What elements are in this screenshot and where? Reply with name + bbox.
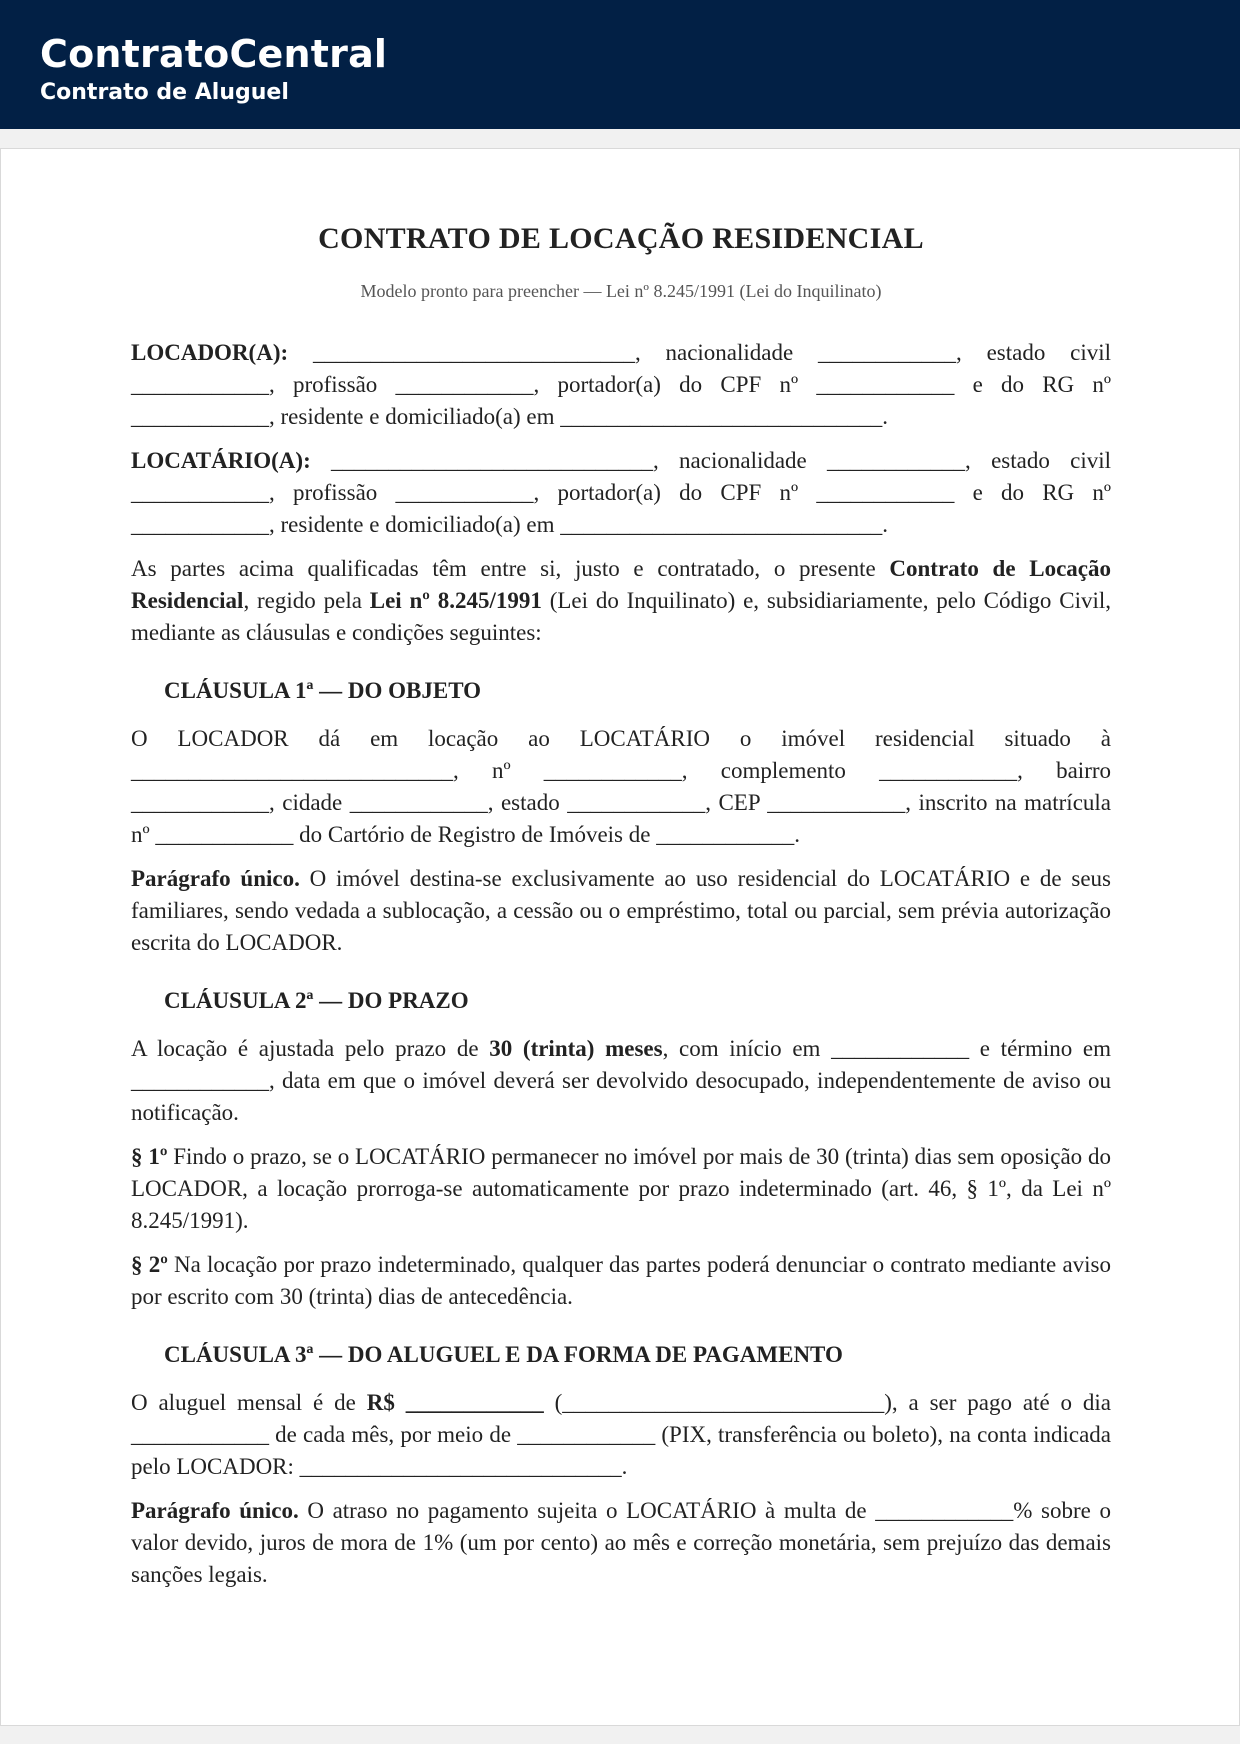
text-fragment: ( xyxy=(543,1390,563,1415)
locatario-name-blank[interactable]: ____________________________ xyxy=(331,448,654,473)
clause-1-paragraph-unico xyxy=(131,863,1111,959)
text-fragment: O imóvel destina-se exclusivamente ao uso residencial do LOCATÁRIO e de seus familiares, sendo vedada a sublocação, a cessão ou o empréstimo, total ou parcial, sem prévia autorização escrita do LOCADOR. xyxy=(131,866,1112,955)
text-fragment: , estado civil xyxy=(965,448,1111,473)
section-label: § 1º xyxy=(131,1144,168,1169)
header-subtitle: Contrato de Aluguel xyxy=(40,80,289,105)
clause-3-heading: CLÁUSULA 3ª — DO ALUGUEL E DA FORMA DE PAGAMENTO xyxy=(164,1342,843,1367)
text-fragment: de cada mês, por meio de xyxy=(269,1422,518,1447)
locatario-nationality-blank[interactable]: ____________ xyxy=(827,448,966,473)
start-date-blank[interactable]: ____________ xyxy=(831,1036,970,1061)
text-fragment: , estado xyxy=(487,790,568,815)
payment-day-blank[interactable]: ____________ xyxy=(131,1422,269,1447)
text-fragment: . xyxy=(621,1454,628,1479)
document-lead: Modelo pronto para preencher — Lei nº 8.245/1991 (Lei do Inquilinato) xyxy=(360,281,882,301)
property-city-blank[interactable]: ____________ xyxy=(349,790,488,815)
text-fragment: , profissão xyxy=(269,372,396,397)
locatario-rg-blank[interactable]: ____________ xyxy=(131,512,269,537)
locador-rg-blank[interactable]: ____________ xyxy=(131,404,269,429)
text-fragment: , nº xyxy=(453,758,544,783)
text-fragment: , nacionalidade xyxy=(653,448,828,473)
bank-account-blank[interactable]: ____________________________ xyxy=(299,1454,622,1479)
app-header xyxy=(0,0,1240,129)
clause-2-heading: CLÁUSULA 2ª — DO PRAZO xyxy=(164,988,469,1013)
locatario-paragraph xyxy=(131,445,1111,541)
law-reference-bold: Lei nº 8.245/1991 xyxy=(369,588,542,613)
text-fragment: , bairro xyxy=(1017,758,1112,783)
property-registry-office-blank[interactable]: ____________ xyxy=(656,822,795,847)
locador-address-blank[interactable]: ____________________________ xyxy=(560,404,883,429)
text-fragment: Na locação por prazo indeterminado, qualquer das partes poderá denunciar o contrato mediante aviso por escrito com 30 (trinta) dias de antecedência. xyxy=(131,1252,1111,1309)
paragraph-label: Parágrafo único. xyxy=(131,866,300,891)
locatario-address-blank[interactable]: ____________________________ xyxy=(560,512,883,537)
contract-type-bold: Contrato de Locação Residencial xyxy=(131,556,1111,613)
property-neighborhood-blank[interactable]: ____________ xyxy=(131,790,269,815)
text-fragment: . xyxy=(882,404,888,429)
clause-3-text xyxy=(131,1387,1111,1483)
document-title: CONTRATO DE LOCAÇÃO RESIDENCIAL xyxy=(318,222,924,255)
term-duration-bold: 30 (trinta) meses xyxy=(489,1036,663,1061)
locador-paragraph xyxy=(131,337,1111,433)
text-fragment: Findo o prazo, se o LOCATÁRIO permanecer no imóvel por mais de 30 (trinta) dias sem oposição do LOCADOR, a locação prorroga-se automaticamente por prazo indeterminado (art. 46, § 1º, da Lei nº 8.245/1991). xyxy=(131,1144,1111,1233)
currency-label-bold: R$ xyxy=(366,1390,406,1415)
text-fragment: , CEP xyxy=(705,790,768,815)
text-fragment: , cidade xyxy=(269,790,350,815)
locador-profession-blank[interactable]: ____________ xyxy=(395,372,534,397)
property-number-blank[interactable]: ____________ xyxy=(543,758,682,783)
locatario-profession-blank[interactable]: ____________ xyxy=(395,480,534,505)
text-fragment: , com início em xyxy=(662,1036,832,1061)
locador-nationality-blank[interactable]: ____________ xyxy=(818,340,957,365)
contract-document xyxy=(131,149,1111,1591)
text-fragment: e do RG nº xyxy=(954,372,1112,397)
clause-2-section-2 xyxy=(131,1249,1111,1313)
text-fragment: , regido pela xyxy=(243,588,370,613)
paragraph-label: Parágrafo único. xyxy=(131,1498,299,1523)
text-fragment: , nacionalidade xyxy=(634,340,819,365)
property-complement-blank[interactable]: ____________ xyxy=(879,758,1018,783)
rent-amount-blank[interactable]: ____________ xyxy=(405,1390,544,1415)
locador-label: LOCADOR(A): xyxy=(131,340,289,365)
locatario-civil-status-blank[interactable]: ____________ xyxy=(131,480,269,505)
payment-method-blank[interactable]: ____________ xyxy=(517,1422,656,1447)
text-fragment: O LOCADOR dá em locação ao LOCATÁRIO o imóvel residencial situado à xyxy=(131,726,1111,751)
text-fragment: O atraso no pagamento sujeita o LOCATÁRIO à multa de xyxy=(298,1498,876,1523)
text-fragment: , portador(a) do CPF nº xyxy=(533,372,817,397)
late-fee-percent-blank[interactable]: ____________ xyxy=(875,1498,1014,1523)
text-fragment: , inscrito na matrícula nº xyxy=(131,790,1112,847)
text-fragment: A locação é ajustada pelo prazo de xyxy=(131,1036,490,1061)
text-fragment: . xyxy=(794,822,800,847)
text-fragment: (Lei do Inquilinato) e, subsidiariamente, pelo Código Civil, mediante as cláusulas e condições seguintes: xyxy=(131,588,1112,645)
locador-cpf-blank[interactable]: ____________ xyxy=(816,372,955,397)
locador-civil-status-blank[interactable]: ____________ xyxy=(131,372,269,397)
text-fragment: e do RG nº xyxy=(954,480,1112,505)
text-fragment: , estado civil xyxy=(956,340,1111,365)
text-fragment: , residente e domiciliado(a) em xyxy=(269,512,561,537)
text-fragment: As partes acima qualificadas têm entre si, justo e contratado, o presente xyxy=(131,556,890,581)
text-fragment: , residente e domiciliado(a) em xyxy=(269,404,561,429)
clause-2-text xyxy=(131,1033,1111,1129)
text-fragment: (PIX, transferência ou boleto), na conta indicada pelo LOCADOR: xyxy=(131,1422,1111,1479)
text-fragment: ), a ser pago até o dia xyxy=(884,1390,1111,1415)
locador-name-blank[interactable]: ____________________________ xyxy=(312,340,635,365)
property-street-blank[interactable]: ____________________________ xyxy=(131,758,453,783)
section-label: § 2º xyxy=(131,1252,168,1277)
text-fragment: , complemento xyxy=(681,758,880,783)
text-fragment: % sobre o valor devido, juros de mora de 1% (um por cento) ao mês e correção monetária, sem prejuízo das demais sanções legais. xyxy=(131,1498,1111,1587)
brand-logo-text[interactable]: ContratoCentral xyxy=(40,32,388,76)
clause-1-heading: CLÁUSULA 1ª — DO OBJETO xyxy=(164,678,482,703)
intro-paragraph xyxy=(131,553,1111,649)
text-fragment: . xyxy=(882,512,888,537)
rent-amount-words-blank[interactable]: ____________________________ xyxy=(562,1390,885,1415)
text-fragment: , profissão xyxy=(269,480,396,505)
clause-1-text xyxy=(131,723,1111,851)
text-fragment: O aluguel mensal é de xyxy=(131,1390,367,1415)
property-registry-number-blank[interactable]: ____________ xyxy=(155,822,294,847)
property-cep-blank[interactable]: ____________ xyxy=(767,790,906,815)
locatario-label: LOCATÁRIO(A): xyxy=(131,448,311,473)
text-fragment: do Cartório de Registro de Imóveis de xyxy=(293,822,657,847)
text-fragment: , portador(a) do CPF nº xyxy=(533,480,817,505)
document-sheet xyxy=(0,148,1240,1726)
clause-3-paragraph-unico xyxy=(131,1495,1111,1591)
clause-2-section-1 xyxy=(131,1141,1111,1237)
text-fragment: e término em xyxy=(969,1036,1111,1061)
property-state-blank[interactable]: ____________ xyxy=(567,790,706,815)
end-date-blank[interactable]: ____________ xyxy=(131,1068,269,1093)
locatario-cpf-blank[interactable]: ____________ xyxy=(816,480,955,505)
text-fragment: , data em que o imóvel deverá ser devolvido desocupado, independentemente de aviso ou notificação. xyxy=(131,1068,1111,1125)
